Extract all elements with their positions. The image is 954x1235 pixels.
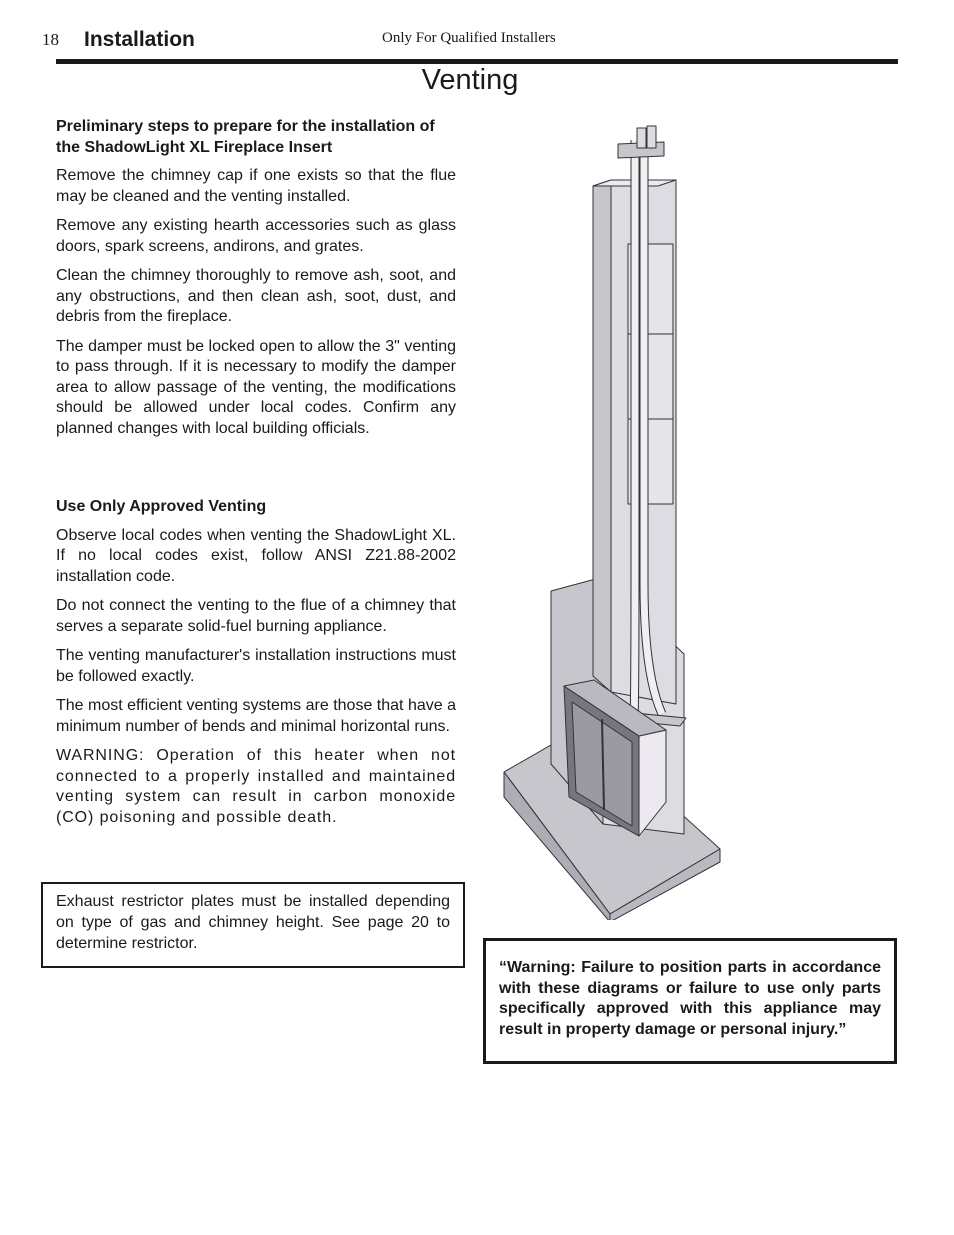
paragraph-co-warning: WARNING: Operation of this heater when not connected to a properly installed and maintained venting system can result in carbon monoxide (CO) poisoning and possible death. [56,747,456,826]
preliminary-steps-section [56,117,456,448]
paragraph-damper: The damper must be locked open to allow the 3" venting to pass through. If it is necessary to modify the damper area to allow passage of the venting, the modifications should be allowed under local codes. Confirm any planned changes with local building officials. [56,337,456,437]
termination-pipe-1 [637,128,646,148]
section-label: Installation [84,28,195,51]
vent-liner-exhaust-fill [634,140,635,726]
approved-venting-heading: Use Only Approved Venting [56,498,267,515]
chimney-venting-diagram [494,114,734,920]
page-number: 18 [42,30,59,49]
page-title: Venting [421,64,519,96]
paragraph-solid-fuel: Do not connect the venting to the flue of a chimney that serves a separate solid-fuel burning appliance. [56,597,456,635]
header-note: Only For Qualified Installers [382,30,556,46]
termination-pipe-2 [647,126,656,148]
paragraph-chimney-cap: Remove the chimney cap if one exists so that the flue may be cleaned and the venting installed. [56,167,456,205]
warning-box: “Warning: Failure to position parts in accordance with these diagrams or failure to use only parts specifically approved with this appliance may result in property damage or personal injury.” [483,938,897,1064]
preliminary-steps-heading: Preliminary steps to prepare for the installation of the ShadowLight XL Fireplace Insert [56,118,435,156]
approved-venting-section [56,497,456,837]
paragraph-hearth-accessories: Remove any existing hearth accessories such as glass doors, spark screens, andirons, and grates. [56,217,456,255]
restrictor-notice-box: Exhaust restrictor plates must be installed depending on type of gas and chimney height. See page 20 to determine restrictor. [41,882,465,968]
paragraph-efficient-venting: The most efficient venting systems are those that have a minimum number of bends and minimal horizontal runs. [56,697,456,735]
chimney-front [593,180,611,692]
paragraph-local-codes: Observe local codes when venting the ShadowLight XL. If no local codes exist, follow ANSI Z21.88-2002 installation code. [56,526,456,585]
paragraph-manufacturer-instructions: The venting manufacturer's installation instructions must be followed exactly. [56,647,456,685]
paragraph-clean-chimney: Clean the chimney thoroughly to remove ash, soot, and any obstructions, and then clean ash, soot, dust, and debris from the fireplace. [56,267,456,325]
